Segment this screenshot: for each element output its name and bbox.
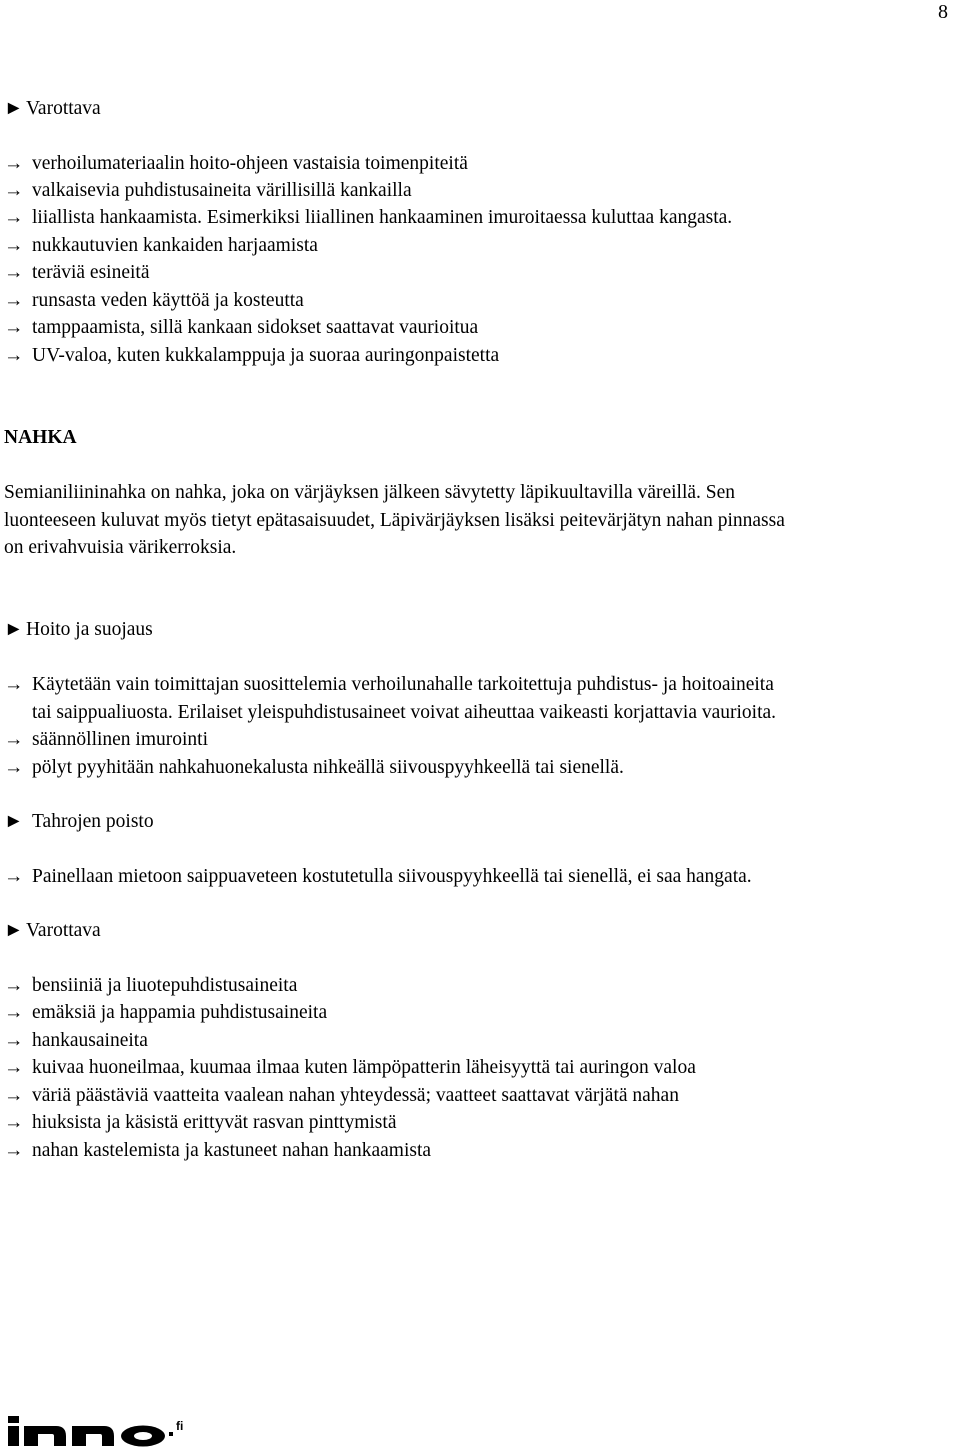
list-item-continuation: tai saippualiuosta. Erilaiset yleispuhdistusaineet voivat aiheuttaa vaikeasti korjattavia vaurioita. (32, 702, 777, 723)
section-heading-tahrojen (4, 810, 154, 834)
arrow-right-icon: → (4, 1140, 24, 1161)
list-item (4, 1029, 148, 1053)
list-item (4, 152, 468, 176)
list-item-text: valkaisevia puhdistusaineita värillisillä kankailla (32, 180, 412, 201)
arrow-right-icon: → (4, 1030, 24, 1051)
list-item-text: hiuksista ja käsistä erittyvät rasvan pinttymistä (32, 1112, 397, 1133)
section-heading-label: Hoito ja suojaus (26, 619, 153, 640)
section-heading-label: Varottava (26, 920, 101, 941)
arrow-right-icon: → (4, 290, 24, 311)
arrow-right-icon: → (4, 1112, 24, 1133)
list-item (4, 344, 499, 368)
list-item (4, 1001, 327, 1025)
list-item-text: tamppaamista, sillä kankaan sidokset saattavat vaurioitua (32, 317, 479, 338)
arrow-right-icon: → (4, 757, 24, 778)
section-heading-hoito (4, 618, 153, 642)
paragraph-line: on erivahvuisia värikerroksia. (4, 537, 237, 558)
arrow-right-icon: → (4, 345, 24, 366)
arrow-right-icon: → (4, 207, 24, 228)
list-item-text: verhoilumateriaalin hoito-ohjeen vastaisia toimenpiteitä (32, 153, 468, 174)
list-item (4, 1111, 396, 1135)
list-item-text: hankausaineita (32, 1030, 148, 1051)
list-item (4, 756, 624, 780)
arrow-right-icon: → (4, 235, 24, 256)
section-title-nahka: NAHKA (4, 427, 77, 448)
list-item (4, 316, 478, 340)
play-icon: ► (4, 98, 24, 119)
list-item-text: Käytetään vain toimittajan suosittelemia verhoilunahalle tarkoitettuja puhdistus- ja hoitoaineita (32, 674, 774, 695)
arrow-right-icon: → (4, 1002, 24, 1023)
list-item-text: emäksiä ja happamia puhdistusaineita (32, 1002, 328, 1023)
page-number: 8 (938, 1, 948, 23)
arrow-right-icon: → (4, 674, 24, 695)
arrow-right-icon: → (4, 317, 24, 338)
arrow-right-icon: → (4, 180, 24, 201)
list-item (4, 728, 208, 752)
list-item (4, 1056, 696, 1080)
list-item-text: bensiiniä ja liuotepuhdistusaineita (32, 975, 298, 996)
list-item-text: UV-valoa, kuten kukkalamppuja ja suoraa auringonpaistetta (32, 345, 500, 366)
list-item (4, 206, 732, 230)
play-icon: ► (4, 619, 24, 640)
arrow-right-icon: → (4, 262, 24, 283)
arrow-right-icon: → (4, 866, 24, 887)
list-item (4, 1139, 431, 1163)
inno-logo (6, 1414, 206, 1454)
list-item-text: teräviä esineitä (32, 262, 150, 283)
list-item (4, 261, 149, 285)
arrow-right-icon: → (4, 153, 24, 174)
section-heading-varottava-2 (4, 919, 101, 943)
svg-text:fi: fi (176, 1419, 184, 1433)
list-item-text: liiallista hankaamista. Esimerkiksi liiallinen hankaaminen imuroitaessa kuluttaa kangasta. (32, 207, 733, 228)
list-item (4, 234, 318, 258)
list-item-text: runsasta veden käyttöä ja kosteutta (32, 290, 304, 311)
arrow-right-icon: → (4, 975, 24, 996)
section-heading-label: Tahrojen poisto (32, 811, 154, 832)
section-heading-label: Varottava (26, 98, 101, 119)
list-item-text: pölyt pyyhitään nahkahuonekalusta nihkeällä siivouspyyhkeellä tai sienellä. (32, 757, 624, 778)
list-item-text: säännöllinen imurointi (32, 729, 209, 750)
paragraph-line: luonteeseen kuluvat myös tietyt epätasaisuudet, Läpivärjäyksen lisäksi peitevärjätyn nahan pinnassa (4, 510, 785, 531)
arrow-right-icon: → (4, 1085, 24, 1106)
list-item-text: nukkautuvien kankaiden harjaamista (32, 235, 318, 256)
list-item-text: kuivaa huoneilmaa, kuumaa ilmaa kuten lämpöpatterin läheisyyttä tai auringon valoa (32, 1057, 696, 1078)
arrow-right-icon: → (4, 1057, 24, 1078)
arrow-right-icon: → (4, 729, 24, 750)
list-item (4, 865, 752, 889)
list-item-text: Painellaan mietoon saippuaveteen kostutetulla siivouspyyhkeellä tai sienellä, ei saa hangata. (32, 866, 752, 887)
list-item (4, 289, 304, 313)
paragraph-line: Semianiliininahka on nahka, joka on värjäyksen jälkeen sävytetty läpikuultavilla väreillä. Sen (4, 482, 736, 503)
list-item (4, 1084, 679, 1108)
inno-logo-graphic (6, 1414, 206, 1448)
list-item-text: väriä päästäviä vaatteita vaalean nahan yhteydessä; vaatteet saattavat värjätä nahan (32, 1085, 679, 1106)
section-heading-varottava-1 (4, 97, 101, 121)
list-item (4, 974, 297, 998)
list-item (4, 673, 774, 697)
play-icon: ► (4, 811, 24, 832)
play-icon: ► (4, 920, 24, 941)
list-item-text: nahan kastelemista ja kastuneet nahan hankaamista (32, 1140, 432, 1161)
list-item (4, 179, 412, 203)
